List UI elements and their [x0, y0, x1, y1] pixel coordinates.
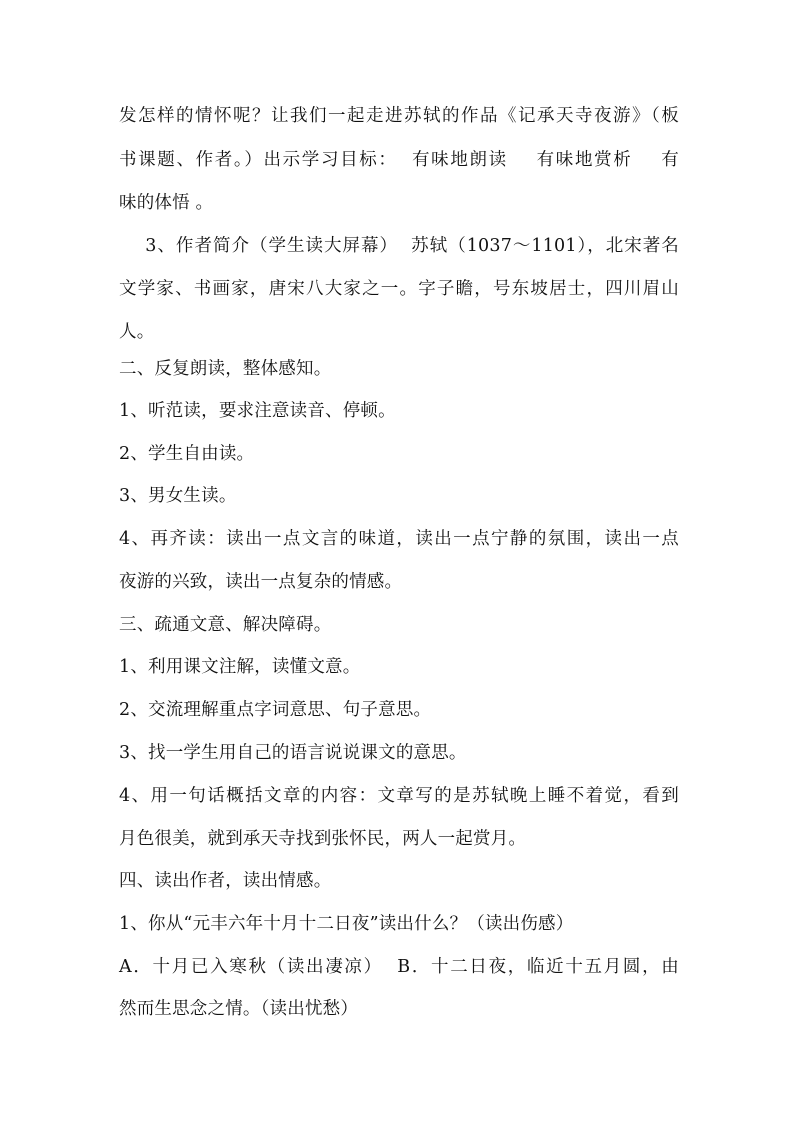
- text-line: 书课题、作者。）出示学习目标： 有味地朗读 有味地赏析 有: [119, 150, 679, 170]
- text-line: 文学家、书画家，唐宋八大家之一。字子瞻，号东坡居士，四川眉山: [119, 279, 679, 299]
- list-item: 1、你从“元丰六年十月十二日夜”读出什么？（读出伤感）: [119, 914, 574, 934]
- text-line: 味的体悟 。: [119, 193, 214, 213]
- list-item: 1、利用课文注解，读懂文意。: [119, 657, 361, 677]
- text-line: 3、作者简介（学生读大屏幕） 苏轼（1037～1101），北宋著名: [119, 236, 679, 256]
- section-heading: 四、读出作者，读出情感。: [119, 871, 332, 891]
- text-line: 夜游的兴致，读出一点复杂的情感。: [119, 572, 403, 592]
- text-line: 月色很美，就到承天寺找到张怀民，两人一起赏月。: [119, 829, 527, 849]
- section-heading: 三、疏通文意、解决障碍。: [119, 615, 332, 635]
- list-item: 2、交流理解重点字词意思、句子意思。: [119, 700, 432, 720]
- list-item: 3、男女生读。: [119, 486, 237, 506]
- text-line: 人。: [119, 322, 155, 342]
- list-item: 4、再齐读：读出一点文言的味道，读出一点宁静的氛围，读出一点: [119, 529, 679, 549]
- text-line: 然而生思念之情。（读出忧愁）: [119, 999, 359, 1019]
- list-item: A．十月已入寒秋（读出凄凉） B．十二日夜，临近十五月圆，由: [119, 957, 679, 977]
- text-line: 发怎样的情怀呢？让我们一起走进苏轼的作品《记承天寺夜游》（板: [119, 106, 679, 126]
- list-item: 4、用一句话概括文章的内容：文章写的是苏轼晚上睡不着觉，看到: [119, 786, 679, 806]
- list-item: 3、找一学生用自己的语言说说课文的意思。: [119, 743, 467, 763]
- section-heading: 二、反复朗读，整体感知。: [119, 359, 332, 379]
- list-item: 2、学生自由读。: [119, 444, 255, 464]
- list-item: 1、听范读，要求注意读音、停顿。: [119, 401, 396, 421]
